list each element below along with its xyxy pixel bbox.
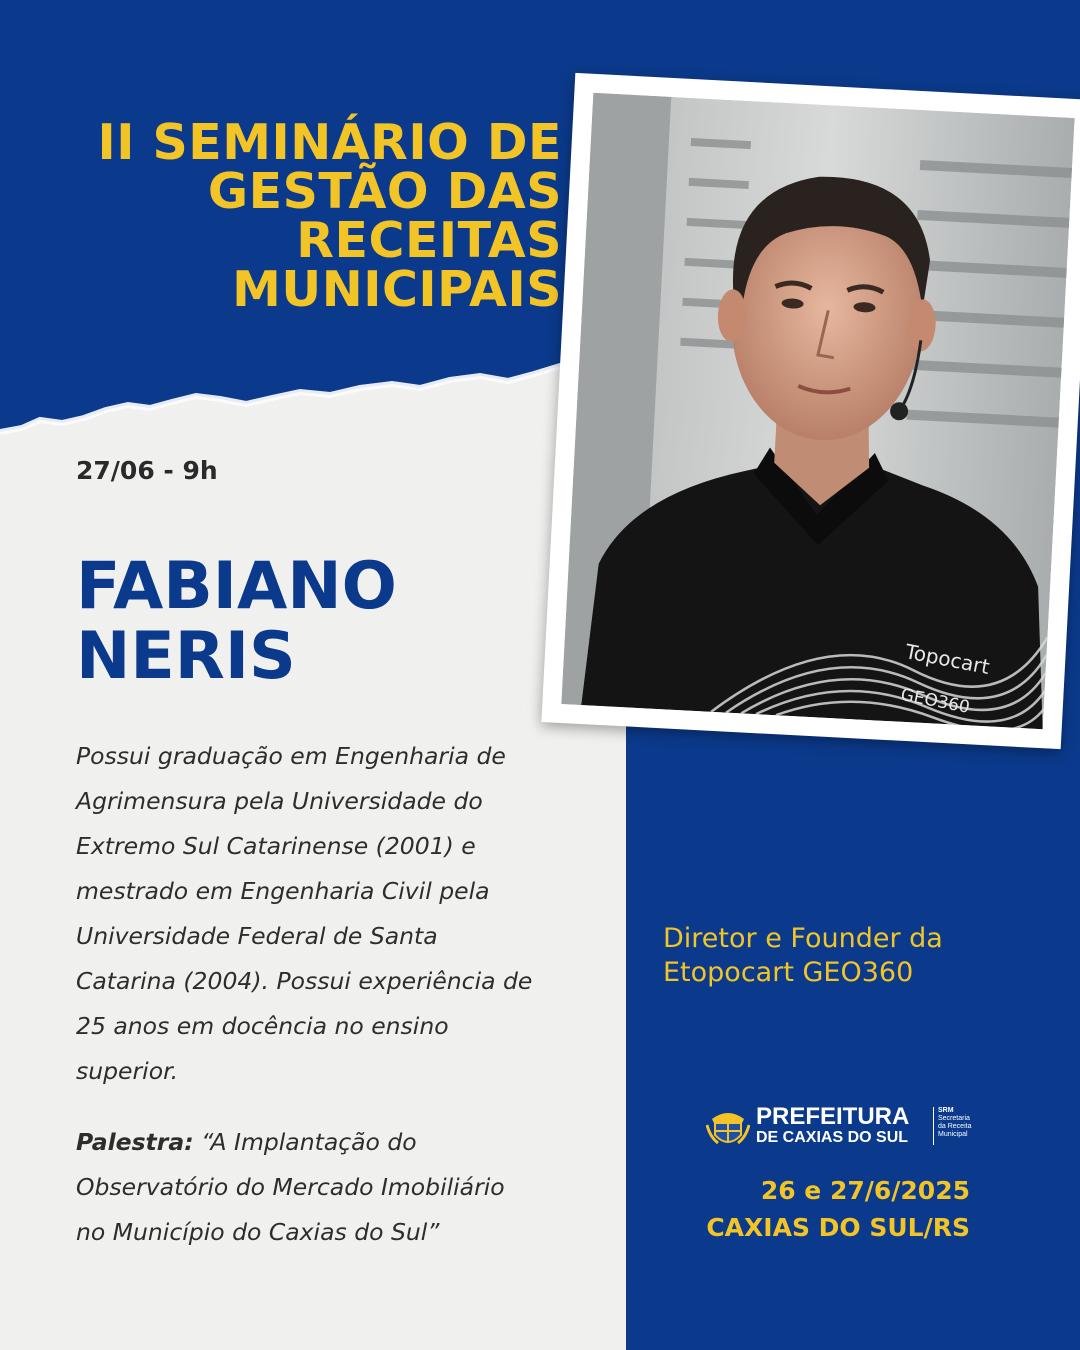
- logo-dept-abbr: SRM: [938, 1107, 954, 1114]
- bio-line: Extremo Sul Catarinense (2001) e: [76, 832, 476, 860]
- event-date-location: [706, 1172, 970, 1246]
- speaker-name-line: FABIANO: [76, 549, 397, 624]
- coat-of-arms-icon: [706, 1105, 750, 1149]
- logo-dept: [938, 1107, 971, 1139]
- shirt-logo-text: Topocart: [903, 639, 992, 680]
- bio-line: Agrimensura pela Universidade do: [76, 787, 483, 815]
- event-location: CAXIAS DO SUL/RS: [706, 1213, 970, 1242]
- prefeitura-logo: [706, 1104, 986, 1150]
- bio-line: 25 anos em docência no ensino: [76, 1012, 449, 1040]
- bio-line: Catarina (2004). Possui experiência de: [76, 967, 533, 995]
- role-line: Etopocart GEO360: [663, 957, 914, 988]
- bio-line: Universidade Federal de Santa: [76, 922, 438, 950]
- talk-title-line: no Município do Caxias do Sul”: [76, 1218, 440, 1246]
- bio-line: superior.: [76, 1057, 179, 1085]
- session-datetime: 27/06 - 9h: [76, 456, 218, 485]
- bio-line: Possui graduação em Engenharia de: [76, 742, 506, 770]
- speaker-bio: [76, 734, 616, 1094]
- seminar-title: [42, 114, 562, 318]
- seminar-title-line: MUNICIPAIS: [232, 261, 562, 318]
- bio-line: mestrado em Engenharia Civil pela: [76, 877, 490, 905]
- talk-info: [76, 1120, 616, 1255]
- speaker-role: [663, 922, 1063, 990]
- logo-dept-line: Municipal: [938, 1131, 968, 1138]
- talk-title-line: Observatório do Mercado Imobiliário: [76, 1173, 505, 1201]
- logo-dept-line: da Receita: [938, 1123, 972, 1130]
- speaker-photo: [561, 93, 1074, 729]
- seminar-title-line: GESTÃO DAS: [207, 163, 562, 220]
- logo-sub-text: DE CAXIAS DO SUL: [756, 1129, 909, 1146]
- seminar-title-line: RECEITAS: [296, 212, 562, 269]
- speaker-name: [76, 549, 397, 694]
- logo-main-text: PREFEITURA: [756, 1103, 910, 1130]
- talk-line: [76, 1120, 616, 1165]
- talk-title-line: “A Implantação do: [193, 1128, 417, 1156]
- speaker-photo-frame: [541, 73, 1080, 749]
- speaker-name-line: NERIS: [76, 619, 296, 694]
- seminar-title-line: II SEMINÁRIO DE: [97, 114, 562, 171]
- role-line: Diretor e Founder da: [663, 923, 943, 954]
- logo-dept-line: Secretaria: [938, 1115, 970, 1122]
- event-dates: 26 e 27/6/2025: [760, 1176, 970, 1205]
- logo-divider: [933, 1107, 934, 1145]
- shirt-geo-text: GEO360: [899, 684, 972, 718]
- talk-label: Palestra:: [76, 1128, 194, 1156]
